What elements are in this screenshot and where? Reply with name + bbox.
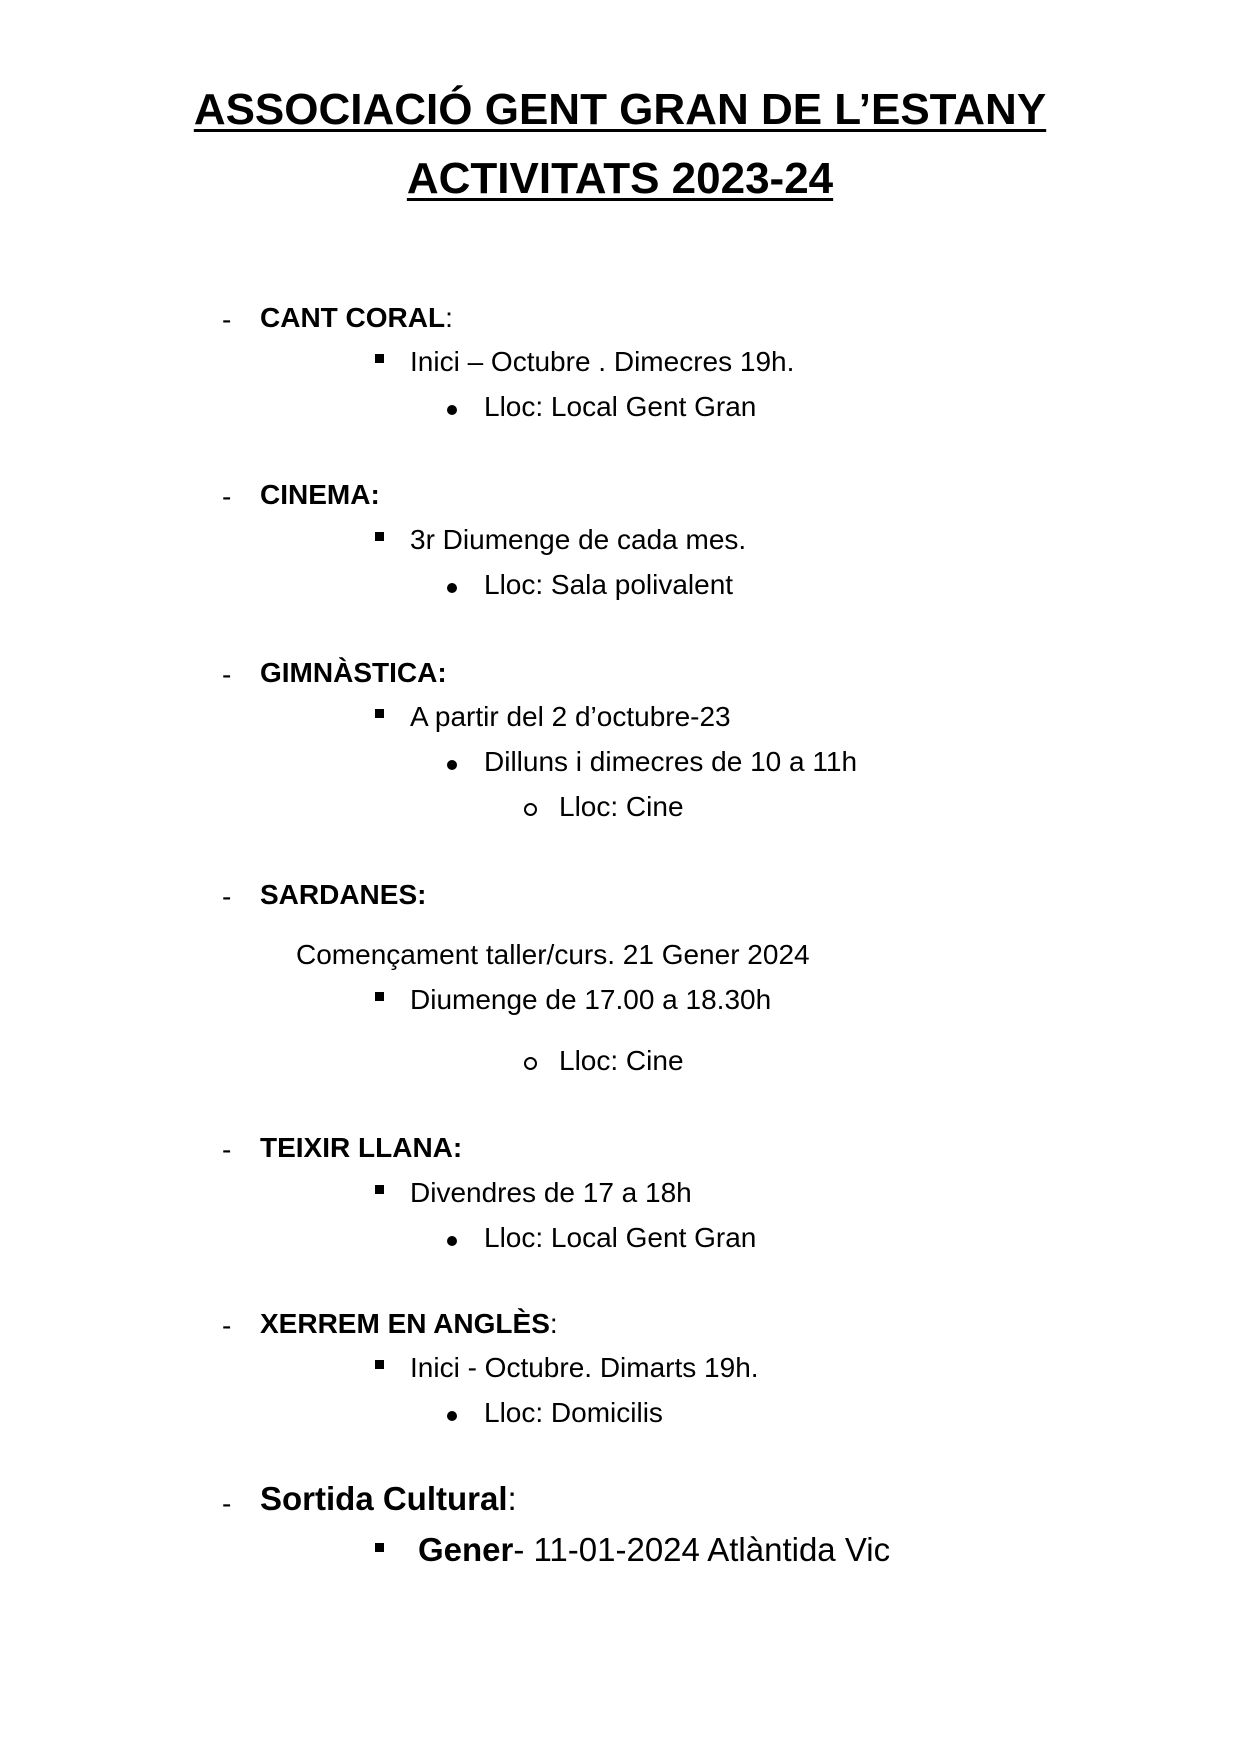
section-heading-sardanes: SARDANES:	[260, 879, 427, 910]
list-item: Divendres de 17 a 18h	[410, 1177, 692, 1208]
circle-bullet-icon	[524, 803, 537, 816]
disc-bullet-icon	[447, 583, 457, 593]
circle-bullet-icon	[524, 1057, 537, 1070]
square-bullet-icon	[375, 1185, 384, 1194]
section-heading-xerrem-angles: XERREM EN ANGLÈS:	[260, 1308, 558, 1339]
disc-bullet-icon	[447, 1236, 457, 1246]
list-item: A partir del 2 d’octubre-23	[410, 701, 731, 732]
list-item: Lloc: Domicilis	[484, 1397, 663, 1428]
list-item: Lloc: Local Gent Gran	[484, 1222, 757, 1253]
list-item: Gener- 11-01-2024 Atlàntida Vic	[418, 1531, 891, 1568]
list-item: Inici - Octubre. Dimarts 19h.	[410, 1352, 759, 1383]
list-dash: -	[222, 1134, 232, 1165]
square-bullet-icon	[375, 354, 384, 363]
square-bullet-icon	[375, 709, 384, 718]
list-item: Lloc: Sala polivalent	[484, 569, 734, 600]
disc-bullet-icon	[447, 1411, 457, 1421]
disc-bullet-icon	[447, 760, 457, 770]
list-dash: -	[222, 659, 232, 690]
document-title: ASSOCIACIÓ GENT GRAN DE L’ESTANY	[193, 85, 1047, 134]
list-dash: -	[222, 1310, 232, 1341]
document-subtitle: ACTIVITATS 2023-24	[406, 154, 834, 203]
list-item: 3r Diumenge de cada mes.	[410, 524, 747, 555]
section-heading-teixir-llana: TEIXIR LLANA:	[260, 1132, 463, 1163]
list-item: Dilluns i dimecres de 10 a 11h	[484, 746, 858, 777]
list-item: Inici – Octubre . Dimecres 19h.	[410, 346, 795, 377]
square-bullet-icon	[375, 1543, 384, 1552]
list-dash: -	[222, 881, 232, 912]
section-heading-sortida-cultural: Sortida Cultural:	[260, 1480, 517, 1517]
section-note: Començament taller/curs. 21 Gener 2024	[296, 939, 810, 970]
section-heading-cinema: CINEMA:	[260, 479, 380, 510]
disc-bullet-icon	[447, 405, 457, 415]
list-item: Lloc: Local Gent Gran	[484, 391, 757, 422]
section-heading-cant-coral: CANT CORAL:	[260, 302, 453, 333]
list-dash: -	[222, 304, 232, 335]
section-heading-gimnastica: GIMNÀSTICA:	[260, 657, 447, 688]
square-bullet-icon	[375, 992, 384, 1001]
list-dash: -	[222, 1488, 232, 1519]
list-item: Lloc: Cine	[559, 1045, 684, 1076]
square-bullet-icon	[375, 532, 384, 541]
list-item: Lloc: Cine	[559, 791, 684, 822]
square-bullet-icon	[375, 1360, 384, 1369]
list-item: Diumenge de 17.00 a 18.30h	[410, 984, 772, 1015]
list-dash: -	[222, 481, 232, 512]
